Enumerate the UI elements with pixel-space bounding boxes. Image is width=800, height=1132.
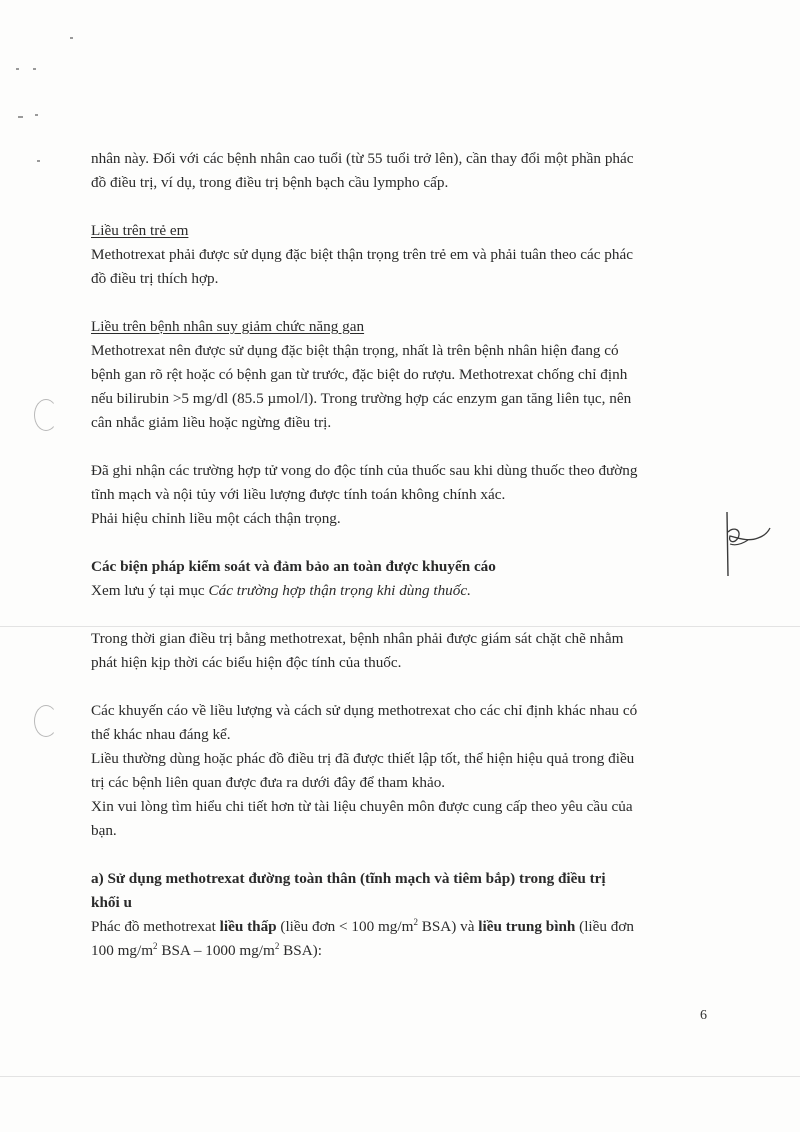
scan-line [0, 1076, 800, 1077]
text-line: Liều thường dùng hoặc phác đồ điều trị đã được thiết lập tốt, thể hiện hiệu quả trong điều [91, 750, 635, 767]
text-line: cân nhắc giảm liều hoặc ngừng điều trị. [91, 414, 332, 431]
punch-hole-icon [34, 705, 58, 737]
scan-speck [33, 68, 36, 70]
scan-speck [37, 160, 40, 162]
text-line: đồ điều trị, ví dụ, trong điều trị bệnh bạch cầu lympho cấp. [91, 174, 449, 191]
text-line [91, 915, 707, 939]
scan-speck [35, 114, 38, 116]
cross-reference: Các trường hợp thận trọng khi dùng thuốc. [208, 582, 471, 599]
text-line: Trong thời gian điều trị bằng methotrexat, bệnh nhân phải được giám sát chặt chẽ nhằm [91, 630, 624, 647]
text-span: BSA): [279, 942, 322, 959]
punch-hole-icon [34, 399, 58, 431]
superscript: 2 [153, 940, 158, 951]
text-span: Xem lưu ý tại mục [91, 582, 209, 599]
section-heading-systemic-cont: khối u [91, 894, 132, 911]
text-line [91, 939, 707, 963]
text-span: (liều đơn [575, 918, 634, 935]
text-line: trị các bệnh liên quan được đưa ra dưới đây để tham khảo. [91, 774, 446, 791]
text-line [91, 579, 707, 603]
superscript: 2 [274, 940, 280, 951]
document-body [91, 147, 707, 963]
page-number: 6 [700, 1008, 707, 1023]
text-span: Phác đồ methotrexat [91, 918, 220, 935]
scan-speck [16, 68, 19, 70]
section-heading-systemic: a) Sử dụng methotrexat đường toàn thân (tĩnh mạch và tiêm bắp) trong điều trị [91, 870, 606, 887]
text-line: Các khuyến cáo về liều lượng và cách sử dụng methotrexat cho các chỉ định khác nhau có [91, 702, 638, 719]
text-line: thể khác nhau đáng kể. [91, 726, 231, 743]
scan-speck [18, 116, 23, 118]
term-medium-dose: liều trung bình [478, 918, 576, 935]
text-line: Xin vui lòng tìm hiểu chi tiết hơn từ tài liệu chuyên môn được cung cấp theo yêu cầu của [91, 798, 633, 815]
text-line: nhân này. Đối với các bệnh nhân cao tuổi (từ 55 tuổi trở lên), cần thay đổi một phần phác [91, 150, 634, 167]
superscript: 2 [413, 916, 418, 927]
section-heading-liver: Liều trên bệnh nhân suy giảm chức năng gan [91, 318, 365, 335]
signature-mark-icon [718, 508, 778, 580]
text-line: phát hiện kịp thời các biểu hiện độc tính của thuốc. [91, 654, 402, 671]
text-line: Methotrexat nên được sử dụng đặc biệt thận trọng, nhất là trên bệnh nhân hiện đang có [91, 342, 619, 359]
text-line: nếu bilirubin >5 mg/dl (85.5 µmol/l). Trong trường hợp các enzym gan tăng liên tục, nên [91, 390, 632, 407]
section-heading-safety: Các biện pháp kiểm soát và đảm bảo an toàn được khuyến cáo [91, 558, 496, 575]
text-line: tĩnh mạch và nội tủy với liều lượng được tính toán không chính xác. [91, 486, 506, 503]
text-line: Phải hiệu chỉnh liều một cách thận trọng. [91, 510, 341, 527]
text-span: BSA) và [417, 918, 479, 935]
text-line: đồ điều trị thích hợp. [91, 270, 219, 287]
text-line: bệnh gan rõ rệt hoặc có bệnh gan từ trước, đặc biệt do rượu. Methotrexat chống chỉ định [91, 366, 628, 383]
section-heading-children: Liều trên trẻ em [91, 222, 189, 239]
text-span: (liều đơn < 100 mg/m [276, 918, 414, 935]
text-span: BSA – 1000 mg/m [157, 942, 275, 959]
text-span: 100 mg/m [91, 942, 154, 959]
text-line: bạn. [91, 822, 117, 839]
text-line: Đã ghi nhận các trường hợp tử vong do độc tính của thuốc sau khi dùng thuốc theo đường [91, 462, 638, 479]
text-line: Methotrexat phải được sử dụng đặc biệt thận trọng trên trẻ em và phải tuân theo các phác [91, 246, 633, 263]
scan-speck [70, 37, 73, 39]
term-low-dose: liều thấp [219, 918, 277, 935]
